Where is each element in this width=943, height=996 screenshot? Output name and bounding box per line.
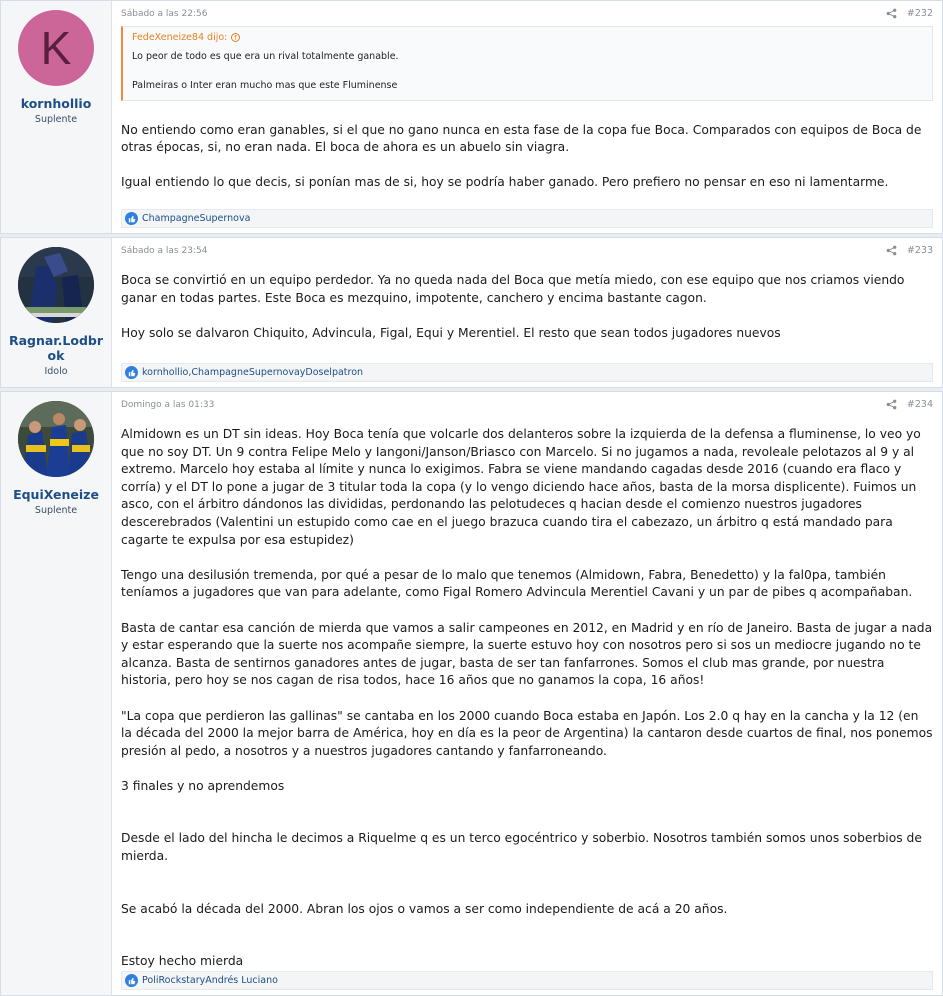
reaction-separator: y [299, 367, 306, 378]
share-icon[interactable] [886, 8, 897, 19]
username[interactable]: Ragnar.Lodbrok [8, 333, 104, 363]
reaction-separator: , [188, 367, 192, 378]
quote-body [123, 47, 932, 100]
username[interactable]: EquiXeneize [13, 487, 99, 502]
message-paragraph: Estoy hecho mierda [121, 954, 244, 969]
message-paragraph: Hoy solo se dalvaron Chiquito, Advincula, Figal, Equi y Merentiel. El resto que sean todos jugadores nuevos [121, 325, 781, 340]
post-message [121, 417, 937, 971]
post-main [112, 392, 942, 995]
user-cell [1, 392, 112, 995]
message-paragraph: Igual entiendo lo que decis, si ponían mas de si, hoy se podría haber ganado. Pero prefiero no pensar en eso ni lamentarme. [121, 175, 889, 190]
post [0, 391, 943, 996]
post-date[interactable]: Domingo a las 01:33 [121, 399, 215, 410]
post-date[interactable]: Sábado a las 23:54 [121, 245, 208, 256]
avatar[interactable]: K [18, 10, 94, 86]
reactions-bar [121, 971, 933, 990]
share-icon[interactable] [886, 245, 897, 256]
post-header [121, 1, 933, 26]
quote-block [121, 26, 933, 101]
reaction-separator: y [199, 975, 206, 986]
reaction-user-link[interactable]: ChampagneSupernova [191, 367, 300, 378]
message-paragraph: Almidown es un DT sin ideas. Hoy Boca tenía que volcarle dos delanteros sobre la izquierda de la defensa a fluminense, lo veo yo que no soy DT. Un 9 contra Felipe Melo y Iangoni/Janson/Briasco con Marcelo. Si no jugamos a nada, revoleale pelotazos al 9 y al extremo. Marcelo hoy estaba al límite y nunca lo exigimos. Fabra se viene mandando cagadas desde 2016 (cuando era flaco y corría) y el DT lo pone a jugar de 3 titular toda la copa (y lo vengo diciendo hace años, basta de la morsa displicente). Fuimos un asco, con el árbitro dándonos las divididas, perdonando las pelotudeces q hacian desde el comienzo nuestros jugadores descerebrados (Valentini un estupido como cae en el juego brazuca cuando tira el cabezazo, un árbitro q está mandado para cagarte te expulsa por esa estupidez) [121, 427, 925, 547]
user-cell [1, 238, 112, 387]
like-icon [125, 974, 138, 987]
user-cell [1, 1, 112, 233]
quote-line: Palmeiras o Inter eran mucho mas que este Fluminense [132, 80, 398, 91]
reactions-bar [121, 363, 933, 382]
message-paragraph: No entiendo como eran ganables, si el que no gano nunca en esta fase de la copa fue Boca. Comparados con equipos de Boca de otras épocas, si, no eran nada. El boca de ahora es un abuelo sin viagra. [121, 122, 926, 155]
like-icon [125, 366, 138, 379]
avatar[interactable] [18, 247, 94, 323]
reaction-user-link[interactable]: ChampagneSupernova [142, 213, 251, 224]
message-paragraph: Se acabó la década del 2000. Abran los ojos o vamos a ser como independiente de acá a 20 años. [121, 901, 728, 916]
quote-line: Lo peor de todo es que era un rival totalmente ganable. [132, 51, 399, 62]
reaction-user-link[interactable]: Doselpatron [305, 367, 364, 378]
arrow-up-icon[interactable]: ↑ [232, 34, 239, 42]
username[interactable]: kornhollio [20, 96, 92, 111]
post-header [121, 392, 933, 417]
post-main [112, 238, 942, 387]
post [0, 237, 943, 388]
post-number[interactable]: #232 [906, 8, 933, 19]
message-paragraph: Basta de cantar esa canción de mierda que vamos a salir campeones en 2012, en Madrid y en río de Janeiro. Basta de jugar a nada y estar esperando que la suerte nos acompañe siempre, la suerte estuvo hoy con nosotros pero si sos un mediocre jugando no te alcanza. Basta de sentirnos ganadores antes de jugar, basta de ser tan fanfarrones. Somos el club mas grande, por nuestra historia, pero hoy se nos cagan de risa todos, hace 16 años que no ganamos la copa, 16 años! [121, 620, 937, 688]
user-title: Suplente [34, 505, 78, 516]
post-number[interactable]: #233 [906, 245, 933, 256]
user-title: Idolo [44, 366, 68, 377]
post-date[interactable]: Sábado a las 22:56 [121, 8, 208, 19]
message-paragraph: Tengo una desilusión tremenda, por qué a pesar de lo malo que tenemos (Almidown, Fabra, Benedetto) y la fal0pa, también teníamos a jugadores que van para adelante, como Figal Romero Advincula Merentiel Cavani y un par de pibes q acompañaban. [121, 567, 913, 600]
message-paragraph: "La copa que perdieron las gallinas" se cantaba en los 2000 cuando Boca estaba en Japón. Los 2.0 q hay en la cancha y la 12 (en la década del 2000 la mejor barra de América, hoy en día es la peor de Argentina) la cantaron desde cuartos de final, nos ponemos presión al pedo, a nosotros y a nuestros jugadores cantando y fanfarroneando. [121, 708, 937, 758]
share-icon[interactable] [886, 399, 897, 410]
reactions-bar [121, 209, 933, 228]
message-paragraph: Desde el lado del hincha le decimos a Riquelme q es un terco egocéntrico y soberbio. Nosotros también somos unos soberbios de mierda. [121, 831, 926, 864]
like-icon [125, 212, 138, 225]
post [0, 0, 943, 234]
message-paragraph: 3 finales y no aprendemos [121, 778, 285, 793]
reaction-user-link[interactable]: Andrés Luciano [205, 975, 278, 986]
user-title: Suplente [34, 114, 78, 125]
post-message [121, 263, 933, 342]
post-main [112, 1, 942, 233]
reaction-user-link[interactable]: kornhollio [142, 367, 189, 378]
avatar[interactable] [18, 401, 94, 477]
post-header [121, 238, 933, 263]
quote-author-name: FedeXeneize84 dijo: [132, 32, 228, 43]
quote-author[interactable] [123, 27, 932, 47]
post-message [121, 122, 933, 192]
post-number[interactable]: #234 [906, 399, 933, 410]
reaction-user-link[interactable]: PoliRockstar [142, 975, 200, 986]
message-paragraph: Boca se convirtió en un equipo perdedor. Ya no queda nada del Boca que metía miedo, con ese equipo que nos criamos viendo ganar en todas partes. Este Boca es mezquino, impotente, canchero y encima bastante cagon. [121, 273, 909, 305]
